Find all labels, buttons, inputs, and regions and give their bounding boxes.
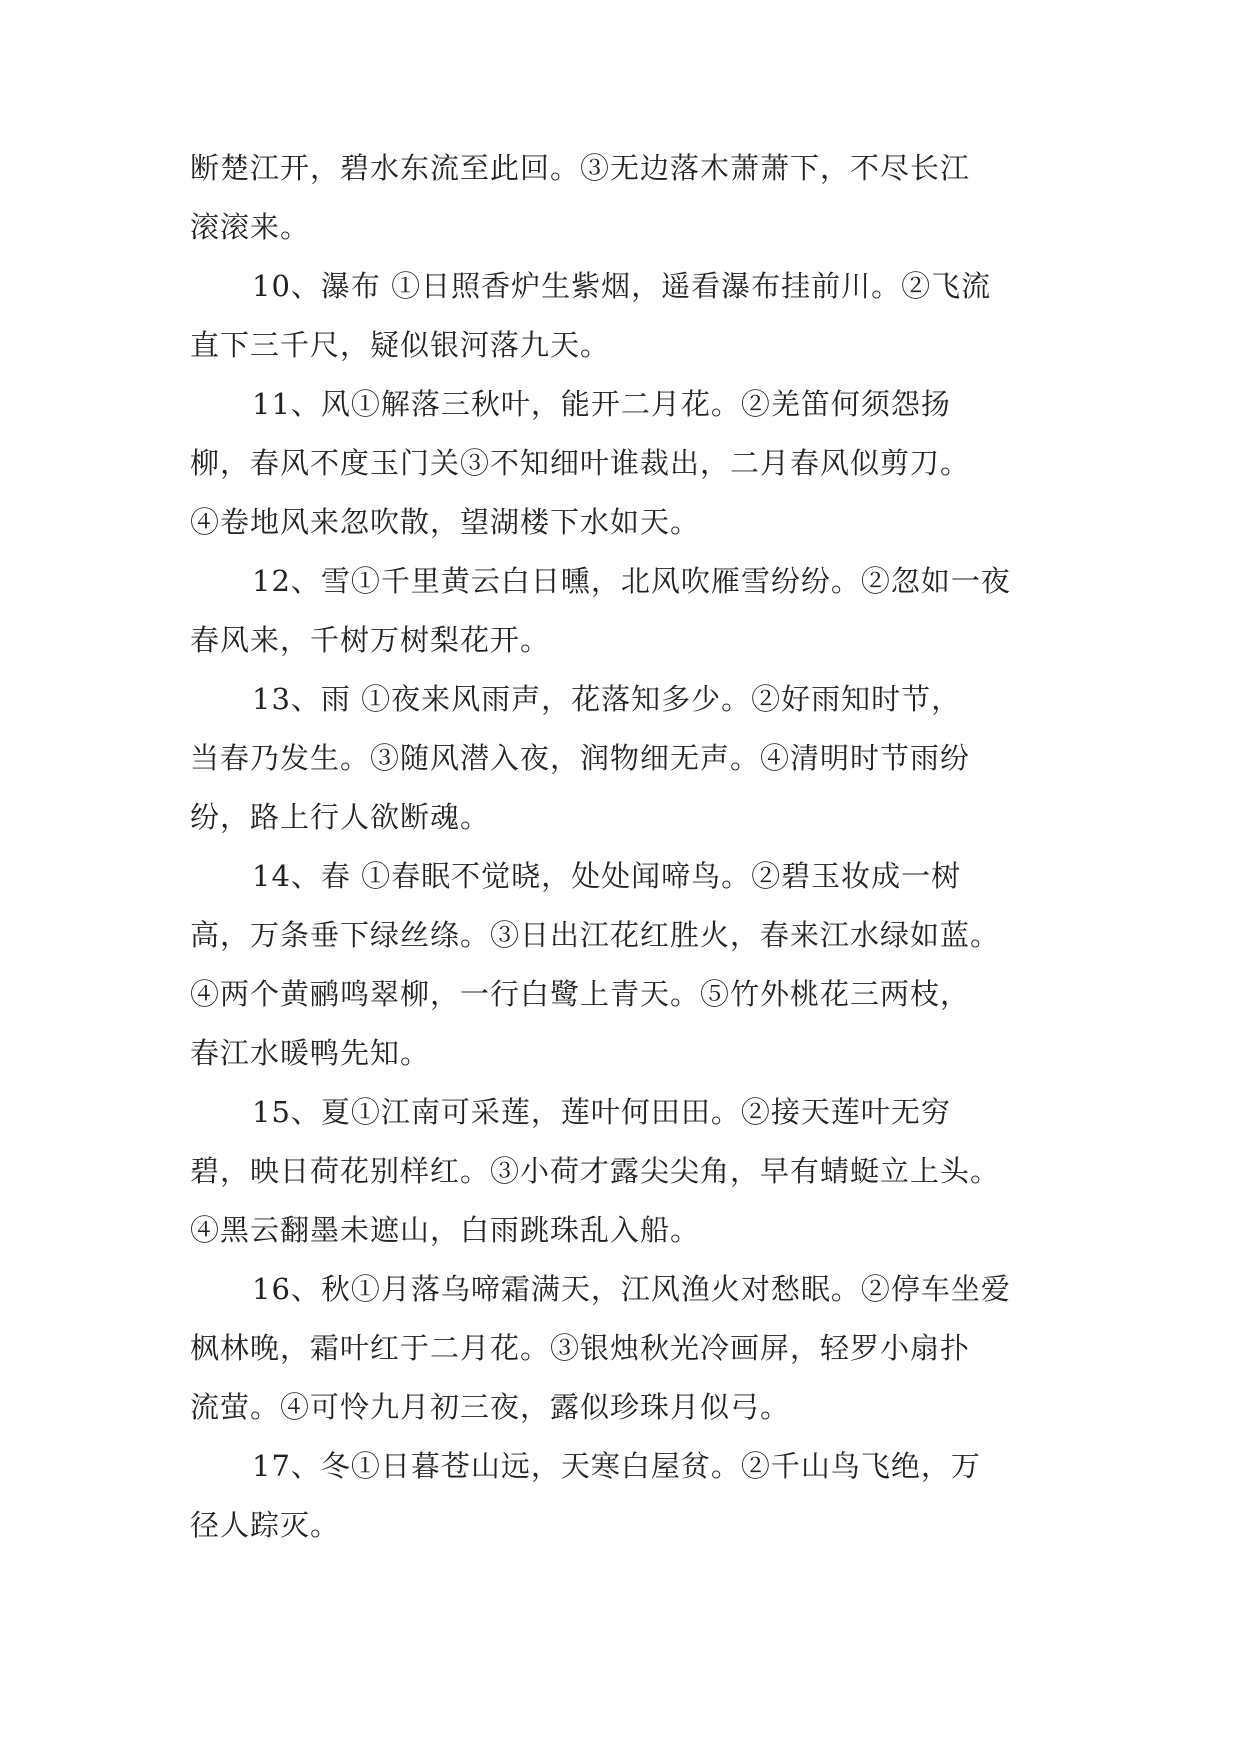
text-line: 16、秋①月落乌啼霜满天，江风渔火对愁眠。②停车坐爱 [252, 1272, 1011, 1306]
document-page [190, 0, 1060, 1754]
text-line: 断楚江开，碧水东流至此回。③无边落木萧萧下，不尽长江 [190, 151, 971, 185]
text-line: 10、瀑布 ①日照香炉生紫烟，遥看瀑布挂前川。②飞流 [252, 269, 992, 303]
text-line: 当春乃发生。③随风潜入夜，润物细无声。④清明时节雨纷 [190, 741, 971, 775]
text-line: 柳，春风不度玉门关③不知细叶谁裁出，二月春风似剪刀。 [190, 446, 971, 480]
text-line: 纷，路上行人欲断魂。 [190, 800, 491, 834]
text-line: 14、春 ①春眠不觉晓，处处闻啼鸟。②碧玉妆成一树 [252, 859, 962, 893]
text-line: 高，万条垂下绿丝绦。③日出江花红胜火，春来江水绿如蓝。 [190, 918, 1001, 952]
text-line: ④两个黄鹂鸣翠柳，一行白鹭上青天。⑤竹外桃花三两枝， [190, 977, 971, 1011]
text-line: 15、夏①江南可采莲，莲叶何田田。②接天莲叶无穷 [252, 1095, 951, 1129]
text-line: 11、风①解落三秋叶，能开二月花。②羌笛何须怨扬 [252, 387, 951, 421]
text-line: 流萤。④可怜九月初三夜，露似珍珠月似弓。 [190, 1390, 791, 1424]
text-line: 碧，映日荷花别样红。③小荷才露尖尖角，早有蜻蜓立上头。 [190, 1154, 1001, 1188]
text-line: ④黑云翻墨未遮山，白雨跳珠乱入船。 [190, 1213, 701, 1247]
text-line: 径人踪灭。 [190, 1508, 341, 1542]
text-line: 枫林晚，霜叶红于二月花。③银烛秋光冷画屏，轻罗小扇扑 [190, 1331, 971, 1365]
text-line: 13、雨 ①夜来风雨声，花落知多少。②好雨知时节， [252, 682, 962, 716]
text-line: 12、雪①千里黄云白日曛，北风吹雁雪纷纷。②忽如一夜 [252, 564, 1011, 598]
text-line: 春江水暖鸭先知。 [190, 1036, 431, 1070]
text-line: 春风来，千树万树梨花开。 [190, 623, 551, 657]
text-line: ④卷地风来忽吹散，望湖楼下水如天。 [190, 505, 701, 539]
text-line: 滚滚来。 [190, 210, 311, 244]
text-line: 17、冬①日暮苍山远，天寒白屋贫。②千山鸟飞绝，万 [252, 1449, 981, 1483]
text-line: 直下三千尺，疑似银河落九天。 [190, 328, 611, 362]
